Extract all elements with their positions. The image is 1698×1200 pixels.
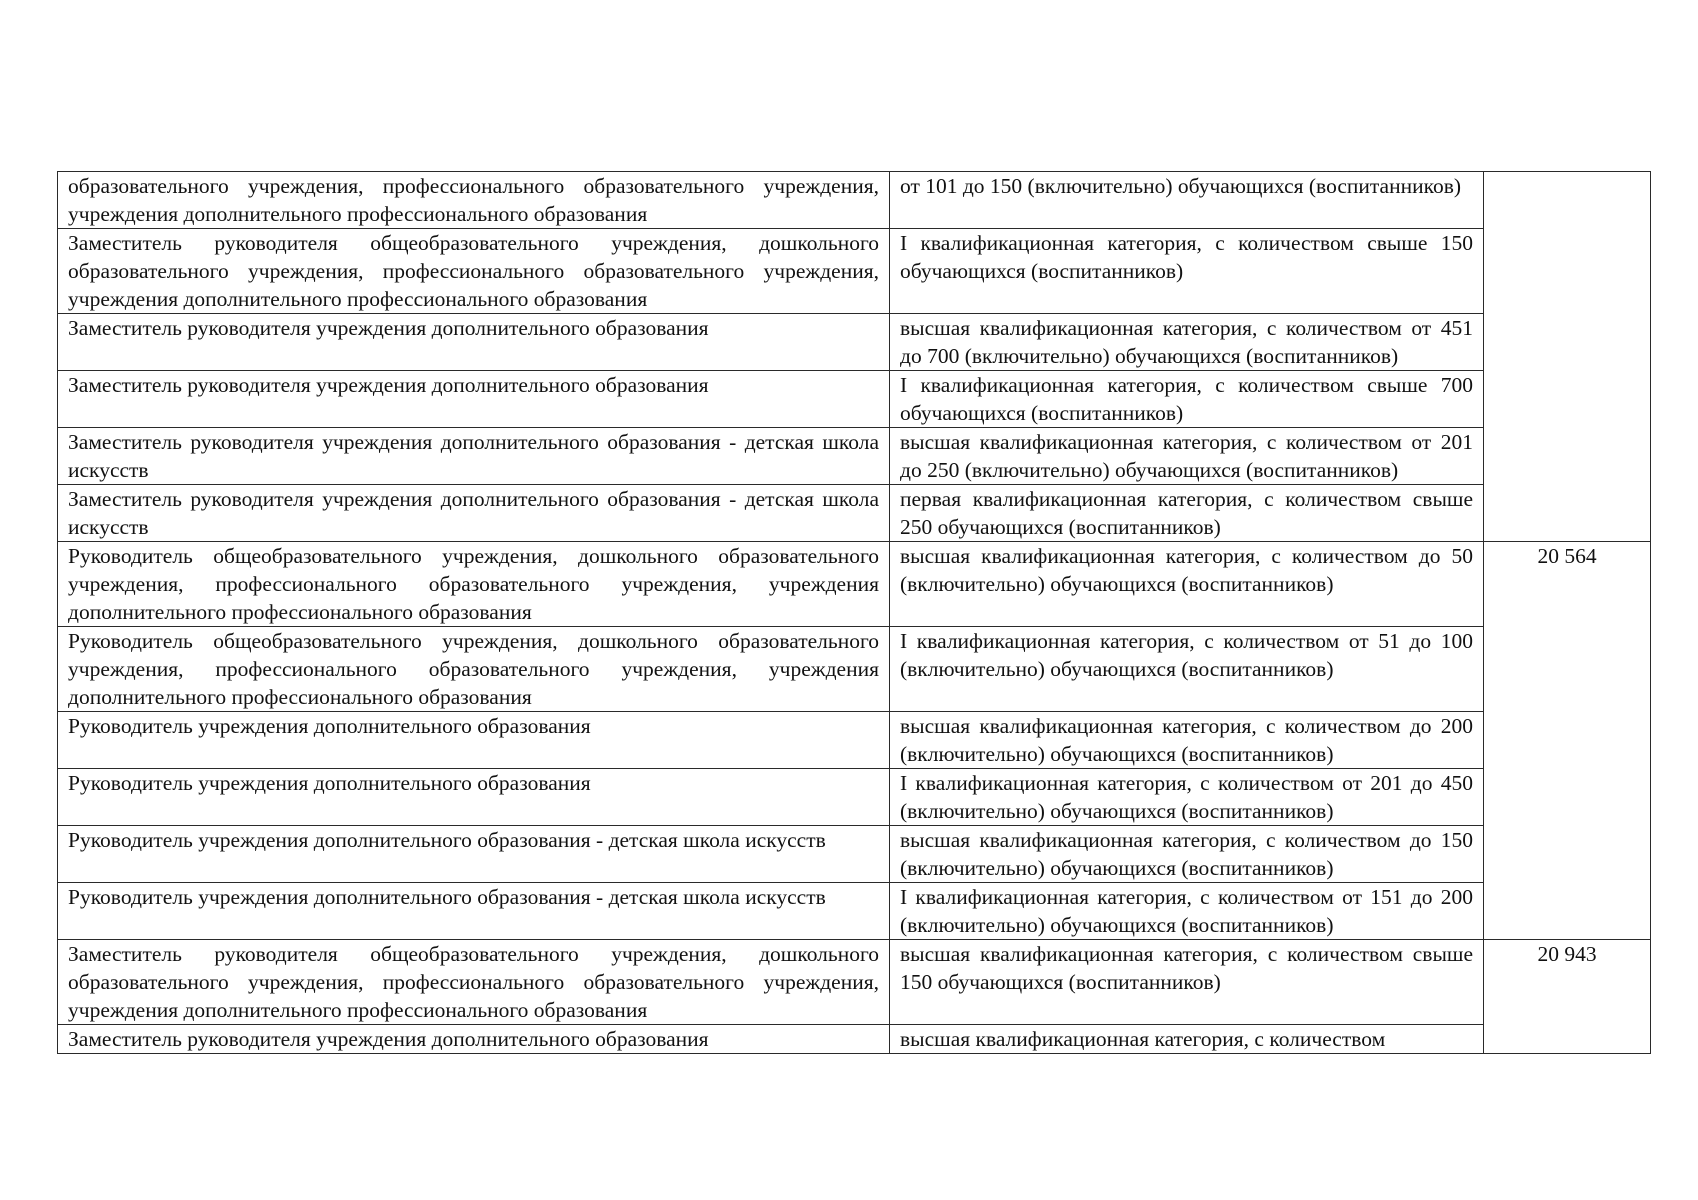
- position-cell: Заместитель руководителя учреждения дополнительного образования: [58, 371, 890, 428]
- position-cell: Руководитель учреждения дополнительного образования: [58, 712, 890, 769]
- table-row: [58, 940, 1651, 1025]
- position-cell: Руководитель общеобразовательного учреждения, дошкольного образовательного учреждения, профессионального образовательного учреждения, учреждения дополнительного профессионального образования: [58, 627, 890, 712]
- category-cell: I квалификационная категория, с количеством от 201 до 450 (включительно) обучающихся (воспитанников): [890, 769, 1484, 826]
- category-cell: I квалификационная категория, с количеством свыше 150 обучающихся (воспитанников): [890, 229, 1484, 314]
- table-row: [58, 712, 1651, 769]
- table-row: [58, 826, 1651, 883]
- table-row: [58, 314, 1651, 371]
- table-row: [58, 229, 1651, 314]
- position-cell: Заместитель руководителя учреждения дополнительного образования: [58, 314, 890, 371]
- salary-table: [57, 171, 1651, 1054]
- category-cell: высшая квалификационная категория, с количеством от 451 до 700 (включительно) обучающихся (воспитанников): [890, 314, 1484, 371]
- position-cell: Заместитель руководителя общеобразовательного учреждения, дошкольного образовательного учреждения, профессионального образовательного учреждения, учреждения дополнительного профессионального образования: [58, 229, 890, 314]
- position-cell: Руководитель учреждения дополнительного образования - детская школа искусств: [58, 826, 890, 883]
- category-cell: I квалификационная категория, с количеством от 151 до 200 (включительно) обучающихся (воспитанников): [890, 883, 1484, 940]
- table-row: [58, 428, 1651, 485]
- position-cell: Руководитель учреждения дополнительного образования: [58, 769, 890, 826]
- category-cell: высшая квалификационная категория, с количеством свыше 150 обучающихся (воспитанников): [890, 940, 1484, 1025]
- table-row: [58, 1025, 1651, 1054]
- salary-cell: [1484, 172, 1651, 542]
- table-row: [58, 883, 1651, 940]
- salary-cell: 20 943: [1484, 940, 1651, 1054]
- table-row: [58, 371, 1651, 428]
- table-row: [58, 542, 1651, 627]
- position-cell: образовательного учреждения, профессионального образовательного учреждения, учреждения дополнительного профессионального образования: [58, 172, 890, 229]
- position-cell: Заместитель руководителя учреждения дополнительного образования - детская школа искусств: [58, 428, 890, 485]
- category-cell: высшая квалификационная категория, с количеством до 150 (включительно) обучающихся (воспитанников): [890, 826, 1484, 883]
- position-cell: Руководитель общеобразовательного учреждения, дошкольного образовательного учреждения, профессионального образовательного учреждения, учреждения дополнительного профессионального образования: [58, 542, 890, 627]
- table-row: [58, 485, 1651, 542]
- category-cell: высшая квалификационная категория, с количеством до 200 (включительно) обучающихся (воспитанников): [890, 712, 1484, 769]
- position-cell: Заместитель руководителя общеобразовательного учреждения, дошкольного образовательного учреждения, профессионального образовательного учреждения, учреждения дополнительного профессионального образования: [58, 940, 890, 1025]
- table-row: [58, 627, 1651, 712]
- table-row: [58, 769, 1651, 826]
- category-cell: от 101 до 150 (включительно) обучающихся (воспитанников): [890, 172, 1484, 229]
- position-cell: Заместитель руководителя учреждения дополнительного образования - детская школа искусств: [58, 485, 890, 542]
- position-cell: Руководитель учреждения дополнительного образования - детская школа искусств: [58, 883, 890, 940]
- table-row: [58, 172, 1651, 229]
- position-cell: Заместитель руководителя учреждения дополнительного образования: [58, 1025, 890, 1054]
- category-cell: высшая квалификационная категория, с количеством: [890, 1025, 1484, 1054]
- category-cell: I квалификационная категория, с количеством от 51 до 100 (включительно) обучающихся (воспитанников): [890, 627, 1484, 712]
- salary-cell: 20 564: [1484, 542, 1651, 940]
- category-cell: I квалификационная категория, с количеством свыше 700 обучающихся (воспитанников): [890, 371, 1484, 428]
- category-cell: первая квалификационная категория, с количеством свыше 250 обучающихся (воспитанников): [890, 485, 1484, 542]
- category-cell: высшая квалификационная категория, с количеством до 50 (включительно) обучающихся (воспитанников): [890, 542, 1484, 627]
- category-cell: высшая квалификационная категория, с количеством от 201 до 250 (включительно) обучающихся (воспитанников): [890, 428, 1484, 485]
